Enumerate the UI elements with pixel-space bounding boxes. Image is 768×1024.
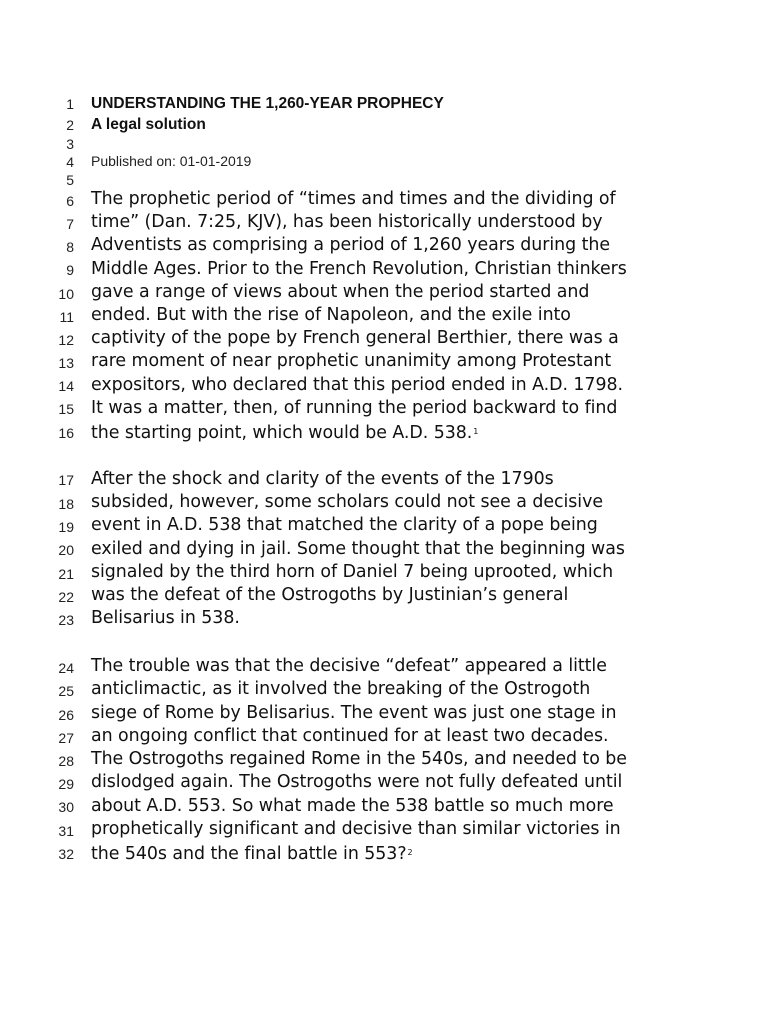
footnote-marker[interactable]: 2	[407, 848, 413, 857]
line-number: 19	[58, 519, 74, 535]
line-number: 28	[58, 753, 74, 769]
line-number: 22	[58, 589, 74, 605]
paragraph-line: exiled and dying in jail. Some thought that the beginning was	[91, 539, 625, 559]
line-number: 9	[66, 262, 74, 278]
line-number: 14	[58, 378, 74, 394]
paragraph-line: about A.D. 553. So what made the 538 battle so much more	[91, 796, 614, 816]
line-number: 20	[58, 542, 74, 558]
paragraph-line: After the shock and clarity of the events of the 1790s	[91, 469, 554, 489]
paragraph-line: rare moment of near prophetic unanimity among Protestant	[91, 351, 612, 371]
line-number: 6	[66, 193, 74, 209]
document-subtitle: A legal solution	[91, 116, 206, 133]
line-number: 21	[58, 566, 74, 582]
paragraph-line: gave a range of views about when the period started and	[91, 282, 590, 302]
line-number: 4	[66, 154, 74, 170]
line-number: 1	[66, 96, 74, 112]
paragraph-line: was the defeat of the Ostrogoths by Justinian’s general	[91, 585, 569, 605]
paragraph-line: prophetically significant and decisive than similar victories in	[91, 819, 621, 839]
paragraph-line: anticlimactic, as it involved the breaking of the Ostrogoth	[91, 679, 591, 699]
line-number: 27	[58, 730, 74, 746]
line-number: 26	[58, 707, 74, 723]
paragraph-line: siege of Rome by Belisarius. The event was just one stage in	[91, 703, 617, 723]
line-number: 30	[58, 799, 74, 815]
paragraph-line: an ongoing conflict that continued for at least two decades.	[91, 726, 609, 746]
line-number: 25	[58, 683, 74, 699]
paragraph-line: time” (Dan. 7:25, KJV), has been historically understood by	[91, 212, 603, 232]
paragraph-line: The trouble was that the decisive “defeat” appeared a little	[91, 656, 607, 676]
paragraph-line: ended. But with the rise of Napoleon, and the exile into	[91, 305, 571, 325]
footnote-marker[interactable]: 1	[473, 427, 479, 436]
line-number: 2	[66, 117, 74, 133]
line-number: 29	[58, 776, 74, 792]
paragraph-line-text: the starting point, which would be A.D. 538.	[91, 423, 473, 443]
paragraph-line: subsided, however, some scholars could not see a decisive	[91, 492, 603, 512]
line-number: 11	[59, 309, 74, 325]
line-number: 23	[58, 612, 74, 628]
line-number: 31	[58, 823, 74, 839]
paragraph-line: The Ostrogoths regained Rome in the 540s, and needed to be	[91, 749, 627, 769]
line-number: 3	[66, 136, 74, 152]
line-number: 24	[58, 660, 74, 676]
paragraph-line: Belisarius in 538.	[91, 608, 240, 628]
line-number: 13	[58, 355, 74, 371]
line-number: 17	[58, 472, 74, 488]
line-number: 12	[58, 332, 74, 348]
paragraph-line: dislodged again. The Ostrogoths were not fully defeated until	[91, 772, 623, 792]
paragraph-line: Adventists as comprising a period of 1,260 years during the	[91, 235, 610, 255]
paragraph-line	[91, 420, 478, 445]
paragraph-line: signaled by the third horn of Daniel 7 being uprooted, which	[91, 562, 614, 582]
paragraph-line-text: the 540s and the final battle in 553?	[91, 844, 407, 864]
paragraph-line: event in A.D. 538 that matched the clarity of a pope being	[91, 515, 598, 535]
line-number: 18	[58, 496, 74, 512]
paragraph-line	[91, 841, 413, 866]
document-title: UNDERSTANDING THE 1,260-YEAR PROPHECY	[91, 95, 444, 112]
line-number: 15	[58, 401, 74, 417]
line-number: 8	[66, 239, 74, 255]
line-number: 10	[58, 286, 74, 302]
line-number: 32	[58, 846, 74, 862]
paragraph-line: The prophetic period of “times and times and the dividing of	[91, 189, 616, 209]
paragraph-line: expositors, who declared that this period ended in A.D. 1798.	[91, 375, 623, 395]
line-number: 7	[66, 216, 74, 232]
paragraph-line: Middle Ages. Prior to the French Revolution, Christian thinkers	[91, 259, 627, 279]
line-number: 5	[66, 172, 74, 188]
paragraph-line: It was a matter, then, of running the period backward to find	[91, 398, 618, 418]
paragraph-line: captivity of the pope by French general Berthier, there was a	[91, 328, 619, 348]
line-number: 16	[58, 425, 74, 441]
published-date: Published on: 01-01-2019	[91, 153, 252, 169]
